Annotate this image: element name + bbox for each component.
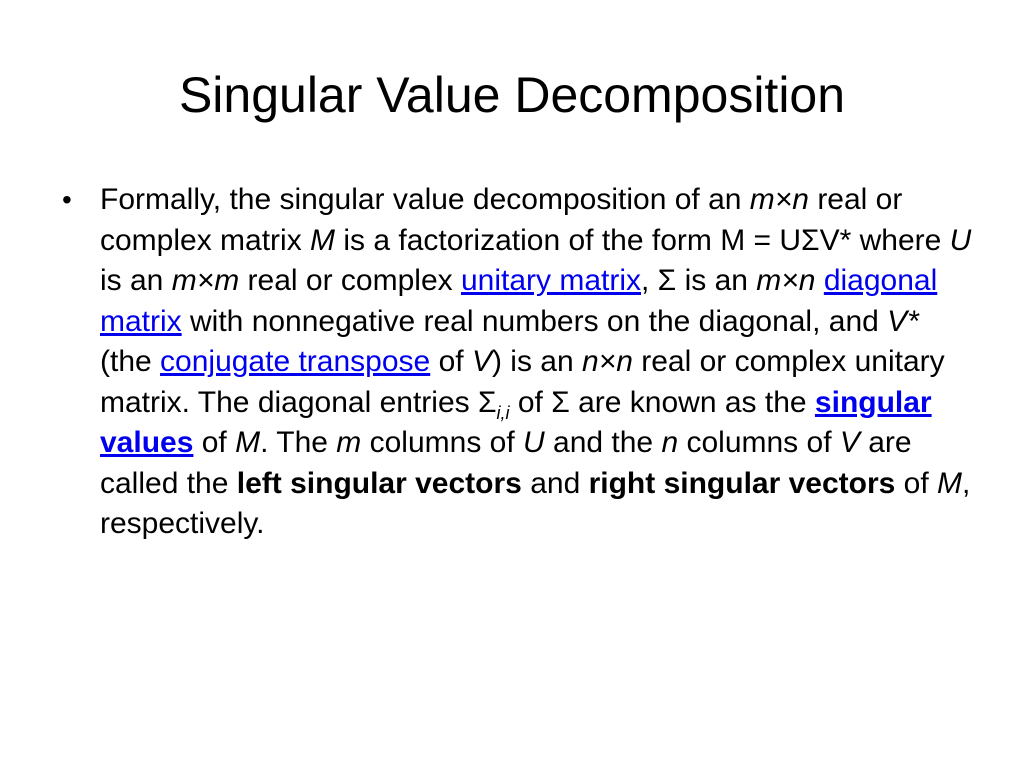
link-diagonal-matrix[interactable]: diagonal matrix xyxy=(100,264,938,338)
text-run: of xyxy=(895,466,938,500)
math-m-by-n: m×n xyxy=(756,264,816,297)
math-m: m xyxy=(336,426,362,459)
text-run: columns of xyxy=(361,426,524,459)
math-m-by-n: m×n xyxy=(749,183,809,216)
math-subscript-ii: i,i xyxy=(496,402,510,423)
term-right-singular-vectors: right singular vectors xyxy=(588,466,896,500)
bullet-list xyxy=(62,180,977,545)
math-U: U xyxy=(523,426,545,459)
text-run: and xyxy=(521,466,589,500)
text-run: of xyxy=(193,426,236,459)
text-run: is an xyxy=(100,264,172,297)
text-run: real or complex unitary matrix. The diagonal entries Σ xyxy=(100,345,945,419)
math-n-by-n: n×n xyxy=(581,345,633,378)
text-run: . The xyxy=(260,426,337,459)
text-run: , respectively. xyxy=(100,466,971,540)
link-singular-values[interactable]: singular values xyxy=(100,385,932,459)
text-run: real or complex xyxy=(239,264,461,297)
bullet-dot-icon: • xyxy=(62,184,72,215)
text-run xyxy=(815,264,823,297)
text-run: real or complex matrix xyxy=(100,183,903,257)
text-run: ) is an xyxy=(491,345,582,378)
math-n: n xyxy=(661,426,679,459)
math-M: M xyxy=(937,466,963,500)
text-run: of xyxy=(430,345,472,378)
text-run: and the xyxy=(544,426,662,459)
text-run: is a factorization of the form M = UΣV* where xyxy=(335,223,950,257)
math-m-by-m: m×m xyxy=(171,264,240,297)
bullet-item xyxy=(62,180,977,545)
text-run: with nonnegative real numbers on the diagonal, and xyxy=(181,304,888,338)
math-U: U xyxy=(949,223,972,257)
text-run: columns of xyxy=(678,426,840,459)
math-V-star: V* xyxy=(887,304,919,338)
text-run: Formally, the singular value decomposition of an xyxy=(100,183,750,216)
link-conjugate-transpose[interactable]: conjugate transpose xyxy=(160,345,431,378)
text-run: are called the xyxy=(100,426,912,500)
math-V: V xyxy=(839,426,860,459)
link-unitary-matrix[interactable]: unitary matrix xyxy=(460,264,642,297)
text-run: of Σ are known as the xyxy=(509,385,815,419)
term-left-singular-vectors: left singular vectors xyxy=(236,466,522,500)
math-V: V xyxy=(471,345,492,378)
text-run: (the xyxy=(100,345,161,378)
math-M: M xyxy=(235,426,261,459)
math-M: M xyxy=(310,223,336,257)
slide-title: Singular Value Decomposition xyxy=(178,67,846,123)
text-run: , Σ is an xyxy=(641,264,757,297)
